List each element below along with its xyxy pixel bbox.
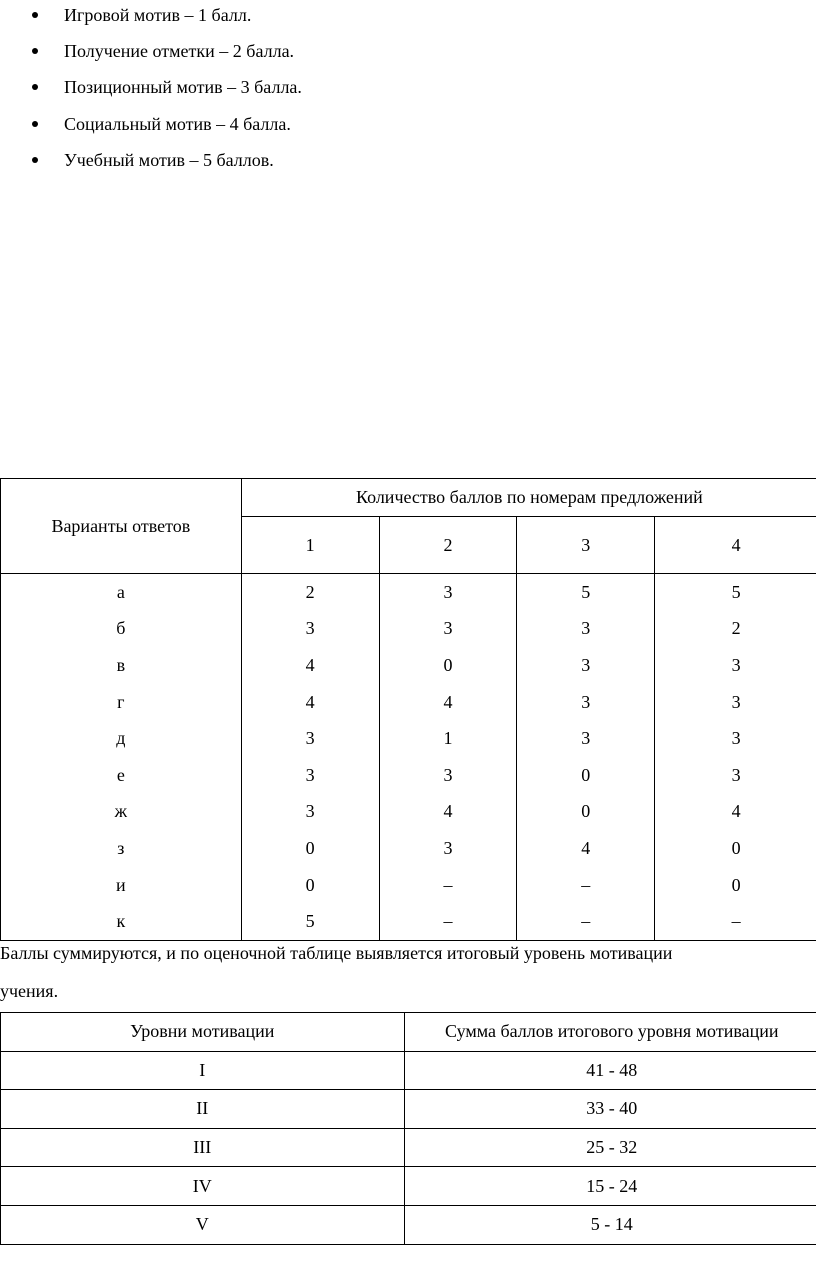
- paragraph-line: учения.: [0, 981, 59, 1001]
- range-cell: 41 - 48: [404, 1051, 816, 1090]
- table-row: [1, 757, 816, 794]
- row-label: д: [1, 720, 242, 757]
- row-label: б: [1, 611, 242, 648]
- levels-table: [0, 1012, 816, 1245]
- table-row: [1, 684, 816, 721]
- cell: 0: [379, 647, 517, 684]
- row-label: и: [1, 867, 242, 904]
- bullet-icon: [32, 157, 38, 163]
- table-row: [1, 794, 816, 831]
- cell: 0: [241, 867, 379, 904]
- cell: 3: [379, 574, 517, 611]
- cell: 0: [517, 757, 655, 794]
- cell: –: [379, 903, 517, 940]
- table-row: [1, 647, 816, 684]
- list-item-text: Позиционный мотив – 3 балла.: [64, 77, 302, 97]
- bullet-icon: [32, 12, 38, 18]
- row-label: з: [1, 830, 242, 867]
- bullet-icon: [32, 48, 38, 54]
- table-row: [1, 611, 816, 648]
- cell: 3: [655, 757, 816, 794]
- column-header: 2: [379, 517, 517, 574]
- column-header: Уровни мотивации: [1, 1013, 405, 1052]
- cell: 3: [379, 830, 517, 867]
- row-label: ж: [1, 794, 242, 831]
- range-cell: 5 - 14: [404, 1205, 816, 1244]
- cell: 3: [241, 611, 379, 648]
- table-row: [1, 867, 816, 904]
- row-label: е: [1, 757, 242, 794]
- cell: 0: [241, 830, 379, 867]
- list-item-text: Получение отметки – 2 балла.: [64, 41, 295, 61]
- scores-table: [0, 478, 816, 941]
- column-header: 1: [241, 517, 379, 574]
- cell: 4: [241, 684, 379, 721]
- cell: 4: [517, 830, 655, 867]
- cell: –: [517, 903, 655, 940]
- cell: 4: [379, 684, 517, 721]
- table-row: [1, 1090, 816, 1129]
- range-cell: 25 - 32: [404, 1128, 816, 1167]
- column-header: 3: [517, 517, 655, 574]
- bullet-icon: [32, 121, 38, 127]
- level-cell: III: [1, 1128, 405, 1167]
- level-cell: IV: [1, 1167, 405, 1206]
- bullet-icon: [32, 84, 38, 90]
- cell: 3: [655, 647, 816, 684]
- cell: 3: [517, 720, 655, 757]
- cell: 3: [517, 647, 655, 684]
- cell: 2: [655, 611, 816, 648]
- column-header: Сумма баллов итогового уровня мотивации: [404, 1013, 816, 1052]
- range-cell: 15 - 24: [404, 1167, 816, 1206]
- row-label: к: [1, 903, 242, 940]
- cell: 3: [655, 684, 816, 721]
- list-item-text: Игровой мотив – 1 балл.: [64, 5, 252, 25]
- cell: –: [379, 867, 517, 904]
- cell: 0: [517, 794, 655, 831]
- paragraph-line: Баллы суммируются, и по оценочной таблице выявляется итоговый уровень мотивации: [0, 943, 673, 963]
- cell: 2: [241, 574, 379, 611]
- table-row: [1, 1167, 816, 1206]
- level-cell: V: [1, 1205, 405, 1244]
- cell: 3: [379, 611, 517, 648]
- cell: 3: [517, 611, 655, 648]
- cell: 4: [241, 647, 379, 684]
- list-item-text: Социальный мотив – 4 балла.: [64, 114, 291, 134]
- cell: 1: [379, 720, 517, 757]
- cell: 0: [655, 830, 816, 867]
- table-header-row: [1, 1013, 816, 1052]
- cell: 3: [517, 684, 655, 721]
- table-row: [1, 1128, 816, 1167]
- cell: 5: [517, 574, 655, 611]
- cell: 0: [655, 867, 816, 904]
- level-cell: I: [1, 1051, 405, 1090]
- row-header-cell: Варианты ответов: [1, 479, 242, 574]
- row-label: а: [1, 574, 242, 611]
- cell: –: [655, 903, 816, 940]
- cell: 3: [379, 757, 517, 794]
- level-cell: II: [1, 1090, 405, 1129]
- row-label: в: [1, 647, 242, 684]
- cell: 5: [655, 574, 816, 611]
- range-cell: 33 - 40: [404, 1090, 816, 1129]
- table-row: [1, 574, 816, 611]
- cell: 3: [655, 720, 816, 757]
- cell: 3: [241, 757, 379, 794]
- cell: 5: [241, 903, 379, 940]
- column-header: 4: [655, 517, 816, 574]
- table-row: [1, 1051, 816, 1090]
- cell: 4: [655, 794, 816, 831]
- table-row: [1, 1205, 816, 1244]
- table-row: [1, 830, 816, 867]
- list-item-text: Учебный мотив – 5 баллов.: [64, 150, 274, 170]
- cell: 3: [241, 794, 379, 831]
- cell: 4: [379, 794, 517, 831]
- row-label: г: [1, 684, 242, 721]
- cell: 3: [241, 720, 379, 757]
- group-header-cell: Количество баллов по номерам предложений: [241, 479, 816, 517]
- cell: –: [517, 867, 655, 904]
- table-row: [1, 720, 816, 757]
